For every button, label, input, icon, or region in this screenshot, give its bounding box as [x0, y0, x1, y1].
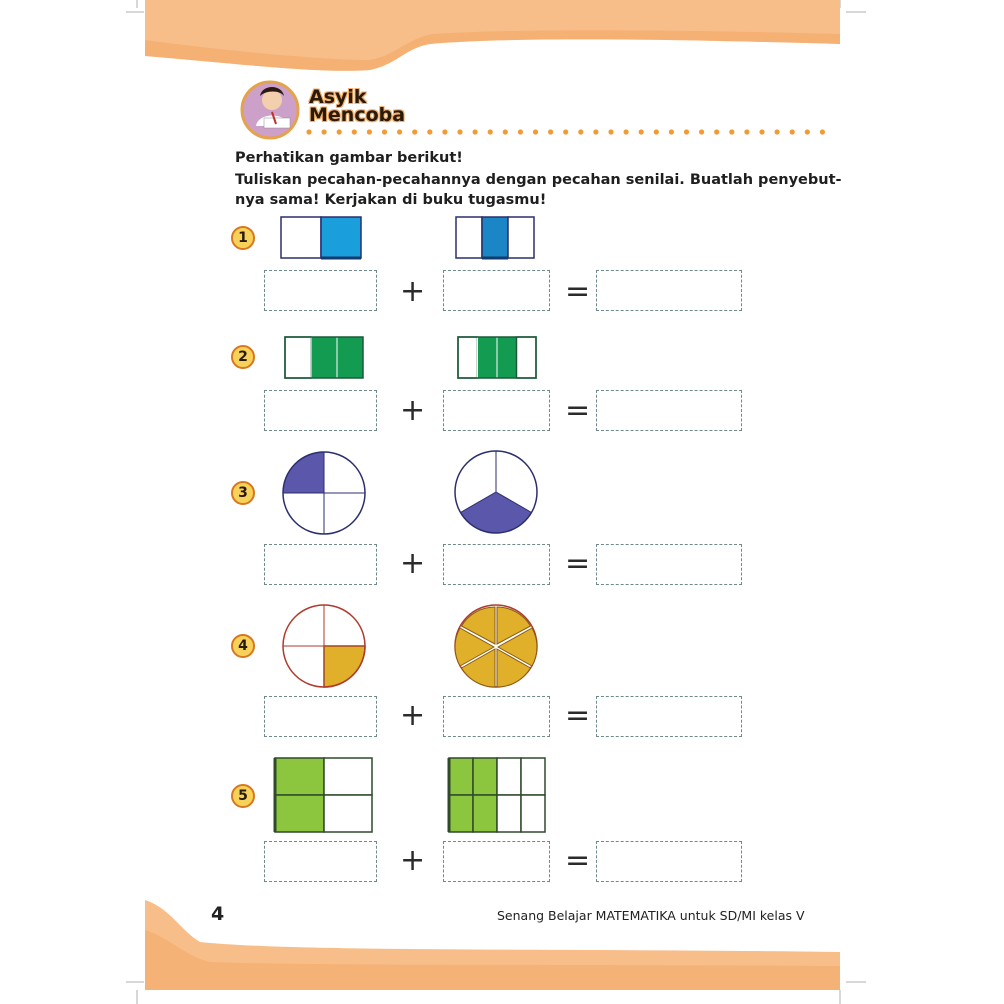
fraction-circle-quarters	[282, 451, 368, 537]
instruction-line-3: nya sama! Kerjakan di buku tugasmu!	[235, 192, 547, 208]
fraction-bar-quarters-green	[456, 335, 538, 381]
equals-sign: =	[565, 274, 591, 309]
rule-dot	[790, 129, 795, 134]
rule-dot	[533, 129, 538, 134]
instruction-line-2: Tuliskan pecahan-pecahannya dengan pecahan senilai. Buatlah penyebut-	[235, 172, 842, 188]
answer-box-3-result[interactable]	[596, 544, 742, 585]
answer-box-5-result[interactable]	[596, 841, 742, 882]
answer-box-4-result[interactable]	[596, 696, 742, 737]
problem-number-1: 1	[231, 226, 255, 250]
rule-dot	[608, 129, 613, 134]
answer-box-2a[interactable]	[264, 390, 377, 431]
plus-sign: +	[400, 393, 426, 428]
instruction-line-1: Perhatikan gambar berikut!	[235, 150, 463, 166]
fraction-bar-halves	[279, 215, 363, 261]
rule-dot	[759, 129, 764, 134]
answer-box-2b[interactable]	[443, 390, 550, 431]
answer-box-3a[interactable]	[264, 544, 377, 585]
answer-box-1b[interactable]	[443, 270, 550, 311]
rule-dot	[578, 129, 583, 134]
rule-dot	[639, 129, 644, 134]
rule-dot	[669, 129, 674, 134]
rule-dot	[337, 129, 342, 134]
rule-dot	[412, 129, 417, 134]
rule-dot	[805, 129, 810, 134]
fraction-grid-eighths	[447, 756, 549, 836]
fraction-bar-thirds	[454, 215, 538, 261]
rule-dot	[714, 129, 719, 134]
rule-dot	[442, 129, 447, 134]
rule-dot	[820, 129, 825, 134]
problem-number-4: 4	[231, 634, 255, 658]
plus-sign: +	[400, 698, 426, 733]
rule-dot	[744, 129, 749, 134]
rule-dot	[593, 129, 598, 134]
rule-dot	[503, 129, 508, 134]
rule-dot	[518, 129, 523, 134]
fraction-circle-thirds	[454, 450, 540, 536]
answer-box-1-result[interactable]	[596, 270, 742, 311]
rule-dot	[306, 129, 311, 134]
fraction-circle-quarters-yellow	[282, 604, 368, 690]
section-title-line1: Asyik	[309, 86, 367, 108]
plus-sign: +	[400, 274, 426, 309]
rule-dot	[397, 129, 402, 134]
fraction-circle-sixths-yellow	[454, 604, 540, 690]
dotted-rule	[306, 129, 825, 134]
rule-dot	[654, 129, 659, 134]
rule-dot	[322, 129, 327, 134]
rule-dot	[684, 129, 689, 134]
section-title-line2: Mencoba	[309, 104, 406, 126]
rule-dot	[473, 129, 478, 134]
rule-dot	[488, 129, 493, 134]
rule-dot	[729, 129, 734, 134]
rule-dot	[457, 129, 462, 134]
rule-dot	[352, 129, 357, 134]
problem-number-5: 5	[231, 784, 255, 808]
book-title: Senang Belajar MATEMATIKA untuk SD/MI kelas V	[497, 908, 805, 923]
student-writing-avatar-icon	[242, 82, 298, 138]
rule-dot	[548, 129, 553, 134]
equals-sign: =	[565, 546, 591, 581]
rule-dot	[382, 129, 387, 134]
answer-box-4b[interactable]	[443, 696, 550, 737]
problem-number-2: 2	[231, 345, 255, 369]
fraction-bar-thirds-green	[283, 335, 365, 381]
answer-box-4a[interactable]	[264, 696, 377, 737]
equals-sign: =	[565, 393, 591, 428]
answer-box-1a[interactable]	[264, 270, 377, 311]
rule-dot	[775, 129, 780, 134]
rule-dot	[427, 129, 432, 134]
answer-box-3b[interactable]	[443, 544, 550, 585]
equals-sign: =	[565, 843, 591, 878]
equals-sign: =	[565, 698, 591, 733]
page-number: 4	[211, 903, 225, 925]
fraction-grid-quarters	[273, 756, 375, 836]
rule-dot	[624, 129, 629, 134]
answer-box-2-result[interactable]	[596, 390, 742, 431]
problem-number-3: 3	[231, 481, 255, 505]
rule-dot	[367, 129, 372, 134]
rule-dot	[563, 129, 568, 134]
plus-sign: +	[400, 546, 426, 581]
plus-sign: +	[400, 843, 426, 878]
answer-box-5b[interactable]	[443, 841, 550, 882]
answer-box-5a[interactable]	[264, 841, 377, 882]
rule-dot	[699, 129, 704, 134]
